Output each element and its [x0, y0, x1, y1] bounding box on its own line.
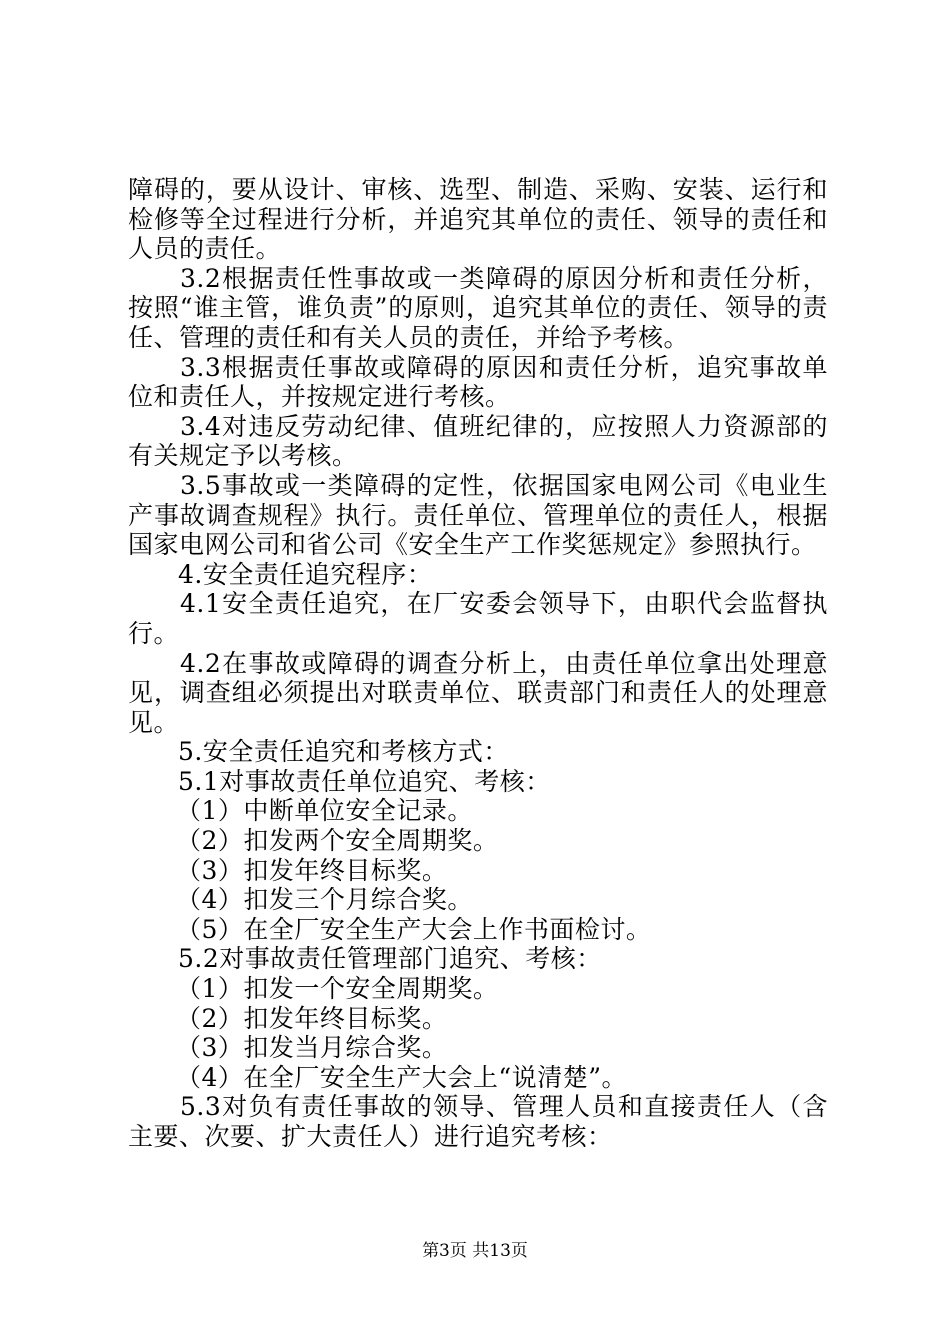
list-item-5-2-1: （1）扣发一个安全周期奖。	[176, 974, 499, 1004]
paragraph-3-5: 3.5事故或一类障碍的定性，依据国家电网公司《电业生产事故调查规程》执行。责任单位、管理单位的责任人，根据国家电网公司和省公司《安全生产工作奖惩规定》参照执行。	[128, 470, 828, 560]
list-item-5-1-5: （5）在全厂安全生产大会上作书面检讨。	[176, 914, 652, 944]
list-item-5-1-2: （2）扣发两个安全周期奖。	[176, 826, 499, 856]
list-item-5-2-4: （4）在全厂安全生产大会上“说清楚”。	[176, 1062, 627, 1092]
paragraph-continuation: 障碍的，要从设计、审核、选型、制造、采购、安装、运行和检修等全过程进行分析，并追究其单位的责任、领导的责任和人员的责任。	[128, 175, 828, 264]
list-item-5-2-2: （2）扣发年终目标奖。	[176, 1003, 448, 1033]
document-body	[128, 175, 828, 1152]
page-number-label: 第3页 共13页	[422, 1241, 528, 1261]
list-item-5-1-4: （4）扣发三个月综合奖。	[176, 885, 473, 915]
paragraph-5-2: 5.2对事故责任管理部门追究、考核：	[178, 944, 602, 974]
page-footer	[0, 1240, 950, 1262]
section-heading-5: 5.安全责任追究和考核方式：	[178, 737, 509, 767]
list-item-5-1-3: （3）扣发年终目标奖。	[176, 855, 448, 885]
list-item-5-1-1: （1）中断单位安全记录。	[176, 796, 473, 826]
paragraph-5-3: 5.3对负有责任事故的领导、管理人员和直接责任人（含主要、次要、扩大责任人）进行追究考核：	[128, 1092, 828, 1151]
paragraph-3-3: 3.3根据责任事故或障碍的原因和责任分析，追究事故单位和责任人，并按规定进行考核。	[128, 352, 828, 412]
paragraph-4-1: 4.1安全责任追究，在厂安委会领导下，由职代会监督执行。	[128, 589, 828, 648]
paragraph-5-1: 5.1对事故责任单位追究、考核：	[178, 766, 551, 796]
paragraph-3-2: 3.2根据责任性事故或一类障碍的原因分析和责任分析，按照“谁主管，谁负责”的原则，追究其单位的责任、领导的责任、管理的责任和有关人员的责任，并给予考核。	[128, 263, 828, 352]
paragraph-4-2: 4.2在事故或障碍的调查分析上，由责任单位拿出处理意见，调查组必须提出对联责单位、联责部门和责任人的处理意见。	[128, 648, 828, 737]
section-heading-4: 4.安全责任追究程序：	[178, 559, 433, 589]
list-item-5-2-3: （3）扣发当月综合奖。	[176, 1033, 448, 1063]
paragraph-3-4: 3.4对违反劳动纪律、值班纪律的，应按照人力资源部的有关规定予以考核。	[128, 411, 828, 471]
